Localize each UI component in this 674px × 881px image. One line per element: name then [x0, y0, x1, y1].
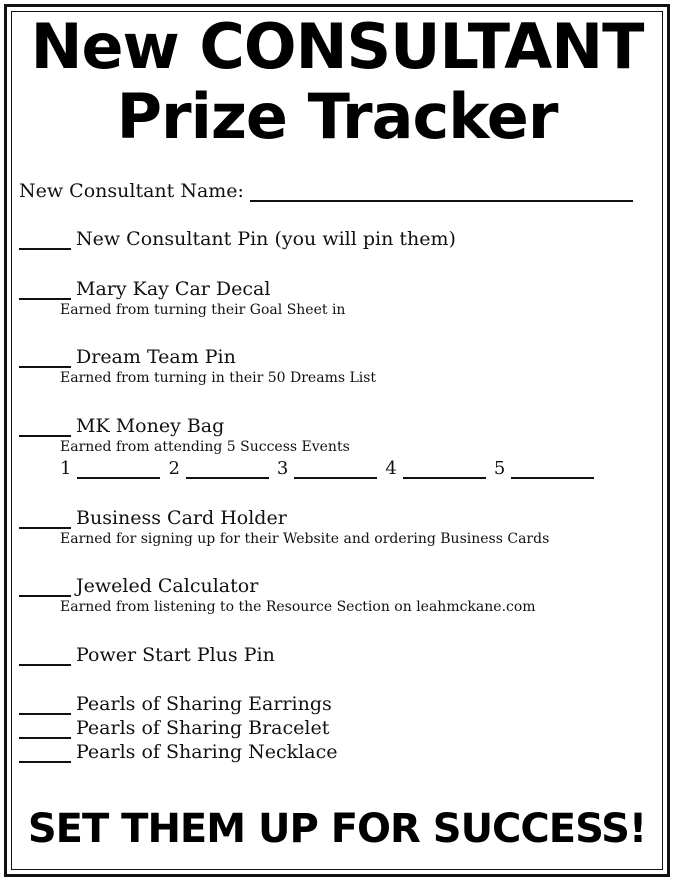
prize-item	[19, 507, 549, 547]
prize-label: Mary Kay Car Decal	[76, 278, 271, 300]
success-events-row	[60, 458, 602, 479]
prize-item	[19, 717, 329, 739]
prize-note: Earned from attending 5 Success Events	[60, 439, 350, 455]
consultant-name-blank[interactable]	[250, 178, 633, 202]
prize-label: Pearls of Sharing Earrings	[76, 693, 332, 715]
prize-item	[19, 346, 376, 386]
event-number: 4	[385, 458, 397, 479]
prize-item	[19, 575, 536, 615]
event-number: 5	[493, 458, 506, 479]
checkoff-blank[interactable]	[19, 697, 71, 715]
prize-label: Pearls of Sharing Necklace	[76, 741, 338, 763]
prize-label: Dream Team Pin	[76, 346, 236, 368]
prize-note: Earned from listening to the Resource Section on leahmckane.com	[60, 599, 536, 615]
prize-note: Earned from turning in their 50 Dreams List	[60, 370, 377, 386]
prize-label: Business Card Holder	[76, 507, 287, 529]
event-blank[interactable]	[186, 461, 269, 479]
prize-item	[19, 644, 275, 666]
event-number: 2	[168, 458, 180, 479]
checkoff-blank[interactable]	[19, 419, 71, 437]
prize-item	[19, 228, 456, 250]
event-blank[interactable]	[403, 461, 486, 479]
event-number: 1	[60, 458, 72, 479]
event-blank[interactable]	[511, 461, 594, 479]
consultant-name-row	[19, 178, 633, 202]
prize-item	[19, 741, 337, 763]
prize-note: Earned for signing up for their Website and ordering Business Cards	[60, 531, 550, 547]
checkoff-blank[interactable]	[19, 579, 71, 597]
checkoff-blank[interactable]	[19, 721, 71, 739]
checkoff-blank[interactable]	[19, 350, 71, 368]
prize-item	[19, 278, 345, 318]
prize-label: Pearls of Sharing Bracelet	[76, 717, 330, 739]
prize-label: Power Start Plus Pin	[76, 644, 275, 666]
title-line-2: Prize Tracker	[116, 80, 558, 153]
checkoff-blank[interactable]	[19, 232, 71, 250]
footer-slogan: SET THEM UP FOR SUCCESS!	[27, 806, 647, 852]
checkoff-blank[interactable]	[19, 282, 71, 300]
event-number: 3	[276, 458, 289, 479]
prize-note: Earned from turning their Goal Sheet in	[60, 302, 346, 318]
event-blank[interactable]	[77, 461, 160, 479]
checkoff-blank[interactable]	[19, 745, 71, 763]
checkoff-blank[interactable]	[19, 511, 71, 529]
prize-label: New Consultant Pin (you will pin them)	[76, 228, 456, 250]
consultant-name-label: New Consultant Name:	[19, 180, 244, 202]
prize-item	[19, 415, 350, 455]
checkoff-blank[interactable]	[19, 648, 71, 666]
prize-item	[19, 693, 332, 715]
prize-label: Jeweled Calculator	[76, 575, 259, 597]
event-blank[interactable]	[294, 461, 377, 479]
prize-label: MK Money Bag	[76, 415, 225, 437]
title-line-1: New CONSULTANT	[30, 10, 644, 83]
